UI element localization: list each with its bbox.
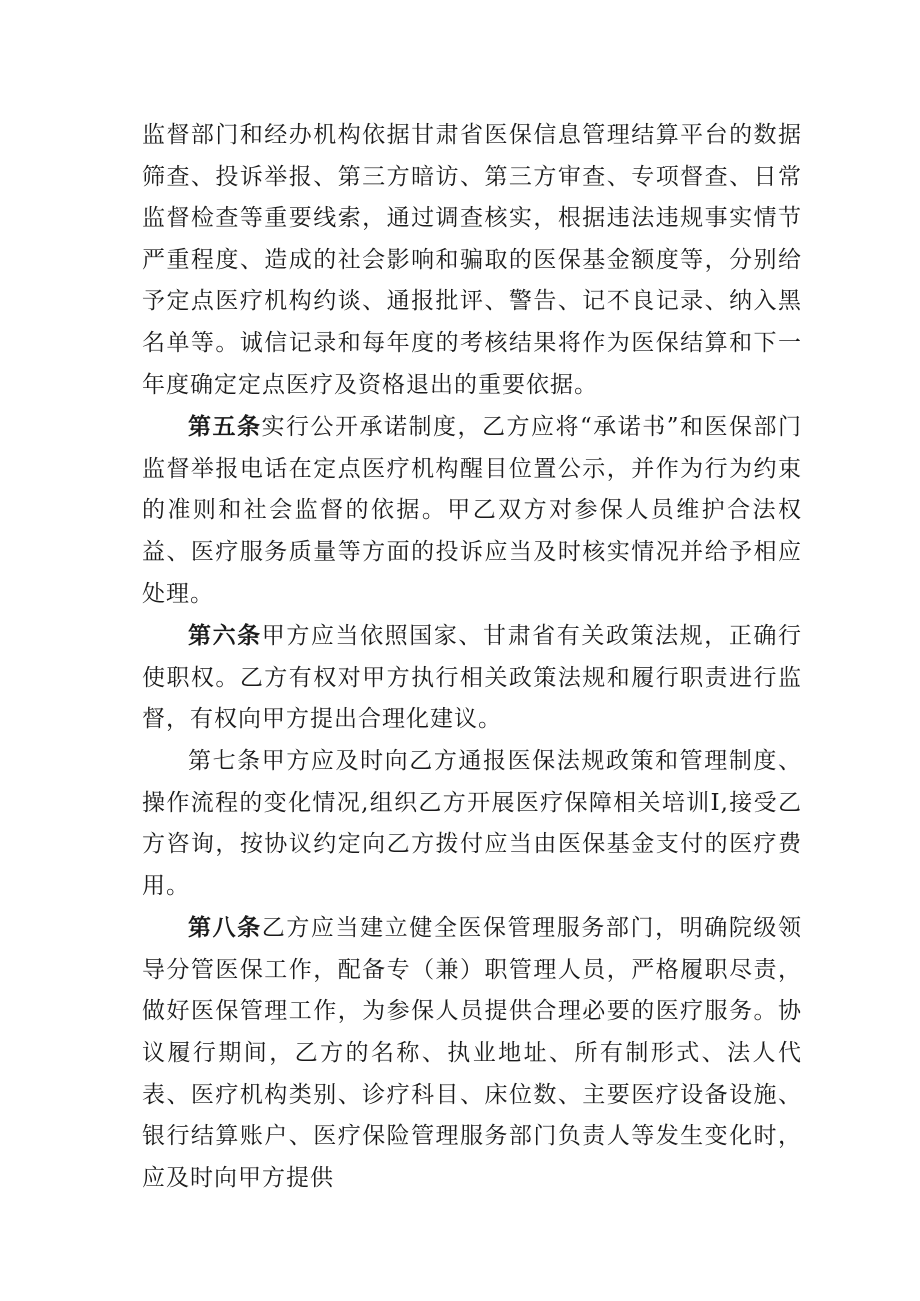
article-number: 第六条 [188,622,262,650]
paragraph-text: 监督部门和经办机构依据甘肃省医保信息管理结算平台的数据筛查、投诉举报、第三方暗访、第三方审查、专项督查、日常监督检查等重要线索，通过调查核实，根据违法违规事实情节严重程度、造成的社会影响和骗取的医保基金额度等，分别给予定点医疗机构约谈、通报批评、警告、记不良记录、纳入黑名单等。诚信记录和每年度的考核结果将作为医保结算和下一年度确定定点医疗及资格退出的重要依据。 [142,122,802,398]
paragraph-article-7 [142,741,802,907]
paragraph-text: 实行公开承诺制度，乙方应将“承诺书”和医保部门监督举报电话在定点医疗机构醒目位置公示，并作为行为约束的准则和社会监督的依据。甲乙双方对参保人员维护合法权益、医疗服务质量等方面的投诉应当及时核实情况并给予相应处理。 [142,414,802,607]
document-body [142,115,802,1199]
article-number: 第七条 [188,747,262,774]
paragraph-article-5 [142,406,802,615]
article-number: 第八条 [188,914,262,942]
paragraph-text: 甲方应当依照国家、甘肃省有关政策法规，正确行使职权。乙方有权对甲方执行相关政策法规和履行职责进行监督，有权向甲方提出合理化建议。 [142,623,802,733]
paragraph-article-6 [142,615,802,741]
paragraph-text: 乙方应当建立健全医保管理服务部门，明确院级领导分管医保工作，配备专（兼）职管理人员，严格履职尽责，做好医保管理工作，为参保人员提供合理必要的医疗服务。协议履行期间，乙方的名称、执业地址、所有制形式、法人代表、医疗机构类别、诊疗科目、床位数、主要医疗设备设施、银行结算账户、医疗保险管理服务部门负责人等发生变化时，应及时向甲方提供 [142,915,802,1191]
paragraph-article-8 [142,907,802,1199]
paragraph-text: 甲方应及时向乙方通报医保法规政策和管理制度、操作流程的变化情况,组织乙方开展医疗保障相关培训I,接受乙方咨询，按协议约定向乙方拨付应当由医保基金支付的医疗费用。 [142,747,802,899]
article-number: 第五条 [188,413,262,441]
paragraph-continuation [142,115,802,406]
